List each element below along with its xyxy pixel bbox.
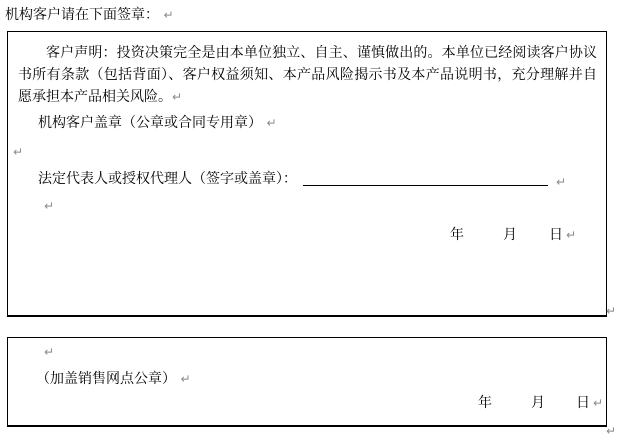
date-year-label: 年	[450, 227, 464, 243]
legal-representative-signature-line	[38, 170, 566, 188]
signature-blank-field[interactable]	[303, 171, 548, 186]
sales-outlet-seal-instruction-line	[36, 370, 191, 388]
paragraph-mark-icon: ↵	[593, 396, 604, 410]
paragraph-mark-icon: ↵	[555, 175, 566, 189]
sales-outlet-seal-box	[7, 337, 607, 427]
client-seal-instruction: 机构客户盖章（公章或合同专用章）	[38, 115, 262, 131]
date-line	[8, 226, 606, 244]
paragraph-mark-icon: ↵	[163, 8, 174, 22]
paragraph-mark-icon: ↵	[44, 345, 55, 359]
institutional-client-signature-box	[7, 31, 607, 317]
client-declaration-text: 客户声明：投资决策完全是由本单位独立、自主、谨慎做出的。本单位已经阅读客户协议书所有条款（包括背面）、客户权益须知、本产品风险揭示书及本产品说明书，充分理解并自愿承担本产品相关风险。	[18, 45, 597, 105]
client-seal-instruction-line	[38, 114, 277, 132]
paragraph-mark-icon: ↵	[180, 372, 191, 386]
paragraph-mark-icon: ↵	[44, 199, 55, 213]
client-declaration-paragraph	[18, 42, 597, 108]
paragraph-mark-icon: ↵	[606, 304, 617, 318]
paragraph-mark-icon: ↵	[172, 90, 183, 104]
date-day-label: 日	[576, 395, 590, 411]
date-month-label: 月	[503, 227, 517, 243]
paragraph-mark-icon: ↵	[266, 116, 277, 130]
paragraph-mark-icon: ↵	[566, 228, 577, 242]
paragraph-mark-icon: ↵	[606, 424, 617, 438]
date-month-label: 月	[531, 395, 545, 411]
legal-representative-label: 法定代表人或授权代理人（签字或盖章）：	[38, 171, 297, 187]
date-line	[8, 394, 606, 412]
section-title-line	[5, 5, 174, 25]
date-year-label: 年	[478, 395, 492, 411]
sales-outlet-seal-instruction: （加盖销售网点公章）	[36, 371, 176, 387]
page-title: 机构客户请在下面签章：	[5, 7, 159, 23]
date-day-label: 日	[549, 227, 563, 243]
paragraph-mark-icon: ↵	[13, 145, 24, 159]
